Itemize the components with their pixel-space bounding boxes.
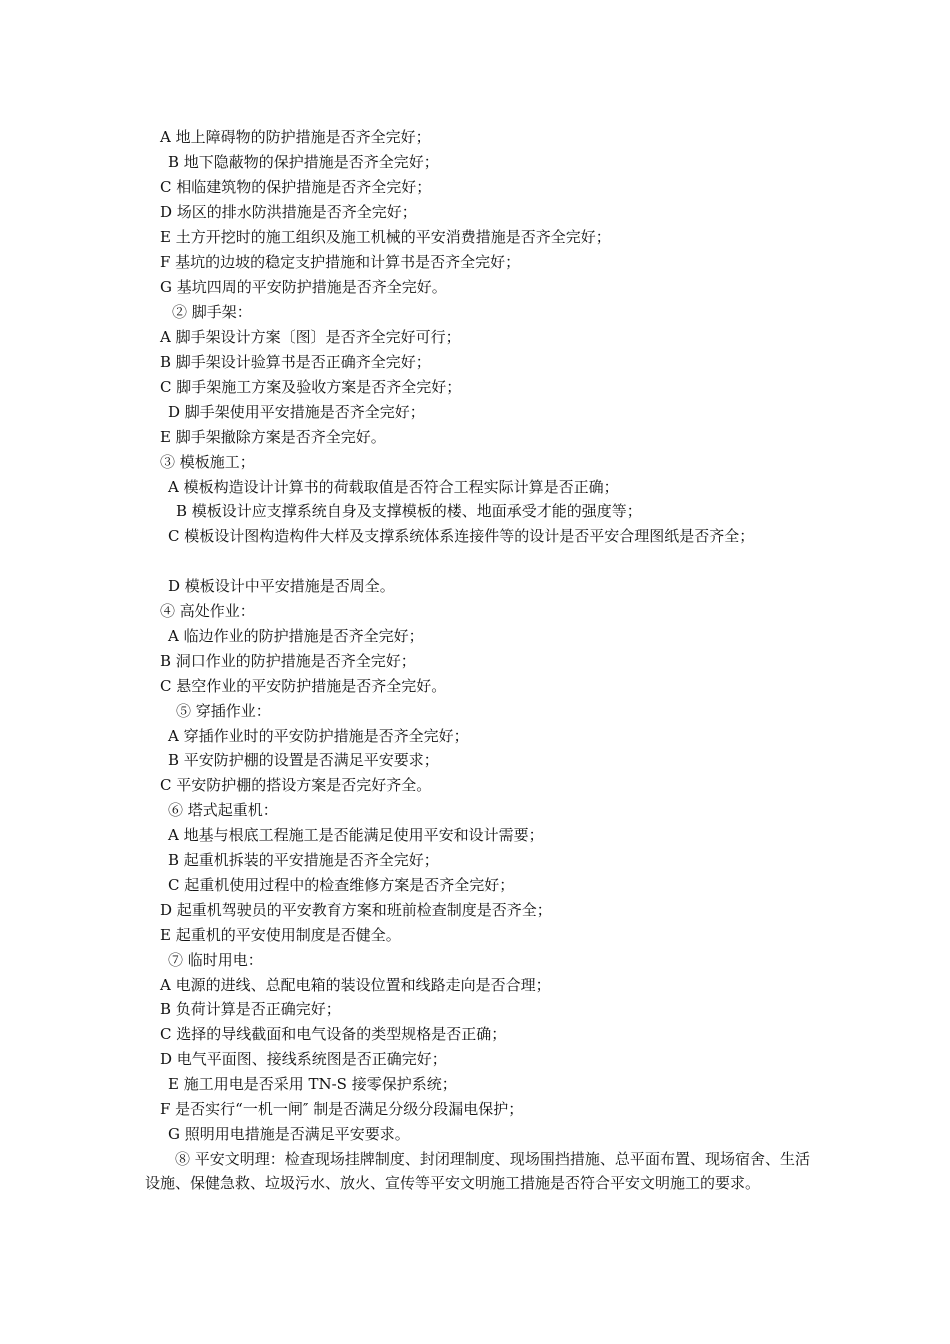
text-line: B 地下隐蔽物的保护措施是否齐全完好； [168,153,439,171]
text-line: C 相临建筑物的保护措施是否齐全完好； [160,178,432,196]
section-heading: ⑤ 穿插作业： [176,702,271,720]
section-heading: ④ 高处作业： [160,602,255,620]
text-line: F 基坑的边坡的稳定支护措施和计算书是否齐全完好； [160,253,521,271]
text-line: A 地上障碍物的防护措施是否齐全完好； [160,128,431,146]
text-line: E 起重机的平安使用制度是否健全。 [160,926,401,944]
text-line: B 负荷计算是否正确完好； [160,1000,341,1018]
text-line: C 脚手架施工方案及验收方案是否齐全完好； [160,378,462,396]
text-line: D 脚手架使用平安措施是否齐全完好； [168,403,425,421]
text-line: A 电源的进线、总配电箱的装设位置和线路走向是否合理； [160,976,551,994]
text-line: A 地基与根底工程施工是否能满足使用平安和设计需要； [168,826,544,844]
text-line: B 脚手架设计验算书是否正确齐全完好； [160,353,431,371]
section-heading: ⑦ 临时用电： [168,951,263,969]
text-line: D 起重机驾驶员的平安教育方案和班前检查制度是否齐全； [160,901,552,919]
text-line: E 施工用电是否采用 TN-S 接零保护系统； [168,1075,457,1093]
text-line: B 平安防护棚的设置是否满足平安要求； [168,751,439,769]
text-line: A 临边作业的防护措施是否齐全完好； [168,627,424,645]
text-line: B 模板设计应支撑系统自身及支撑模板的楼、地面承受才能的强度等； [176,502,642,520]
text-line: A 穿插作业时的平安防护措施是否齐全完好； [168,727,469,745]
text-line: C 模板设计图构造构件大样及支撑系统体系连接件等的设计是否平安合理图纸是否齐全； [168,527,755,545]
text-line: G 照明用电措施是否满足平安要求。 [168,1125,410,1143]
closing-paragraph: ⑧ 平安文明理：检查现场挂牌制度、封闭理制度、现场围挡措施、总平面布置、现场宿舍、生活设施、保健急救、垃圾污水、放火、宣传等平安文明施工措施是否符合平安文明施工的要求。 [145,1150,810,1192]
text-line: C 起重机使用过程中的检查维修方案是否齐全完好； [168,876,515,894]
section-heading: ③ 模板施工； [160,453,255,471]
text-line: D 场区的排水防洪措施是否齐全完好； [160,203,417,221]
text-line: A 脚手架设计方案〔图〕是否齐全完好可行； [160,328,461,346]
section-heading: ⑥ 塔式起重机： [168,801,278,819]
text-line: C 平安防护棚的搭设方案是否完好齐全。 [160,776,432,794]
text-line: A 模板构造设计计算书的荷载取值是否符合工程实际计算是否正确； [168,478,619,496]
section-heading: ② 脚手架： [172,303,252,321]
text-line: G 基坑四周的平安防护措施是否齐全完好。 [160,278,447,296]
text-line: B 洞口作业的防护措施是否齐全完好； [160,652,416,670]
text-line: F 是否实行“一机一闸″ 制是否满足分级分段漏电保护； [160,1100,524,1118]
text-line: D 电气平面图、接线系统图是否正确完好； [160,1050,447,1068]
text-line: E 脚手架撤除方案是否齐全完好。 [160,428,386,446]
text-line: C 选择的导线截面和电气设备的类型规格是否正确； [160,1025,507,1043]
text-line: C 悬空作业的平安防护措施是否齐全完好。 [160,677,447,695]
text-line: E 土方开挖时的施工组织及施工机械的平安消费措施是否齐全完好； [160,228,611,246]
text-line: D 模板设计中平安措施是否周全。 [168,577,395,595]
text-line: B 起重机拆装的平安措施是否齐全完好； [168,851,439,869]
